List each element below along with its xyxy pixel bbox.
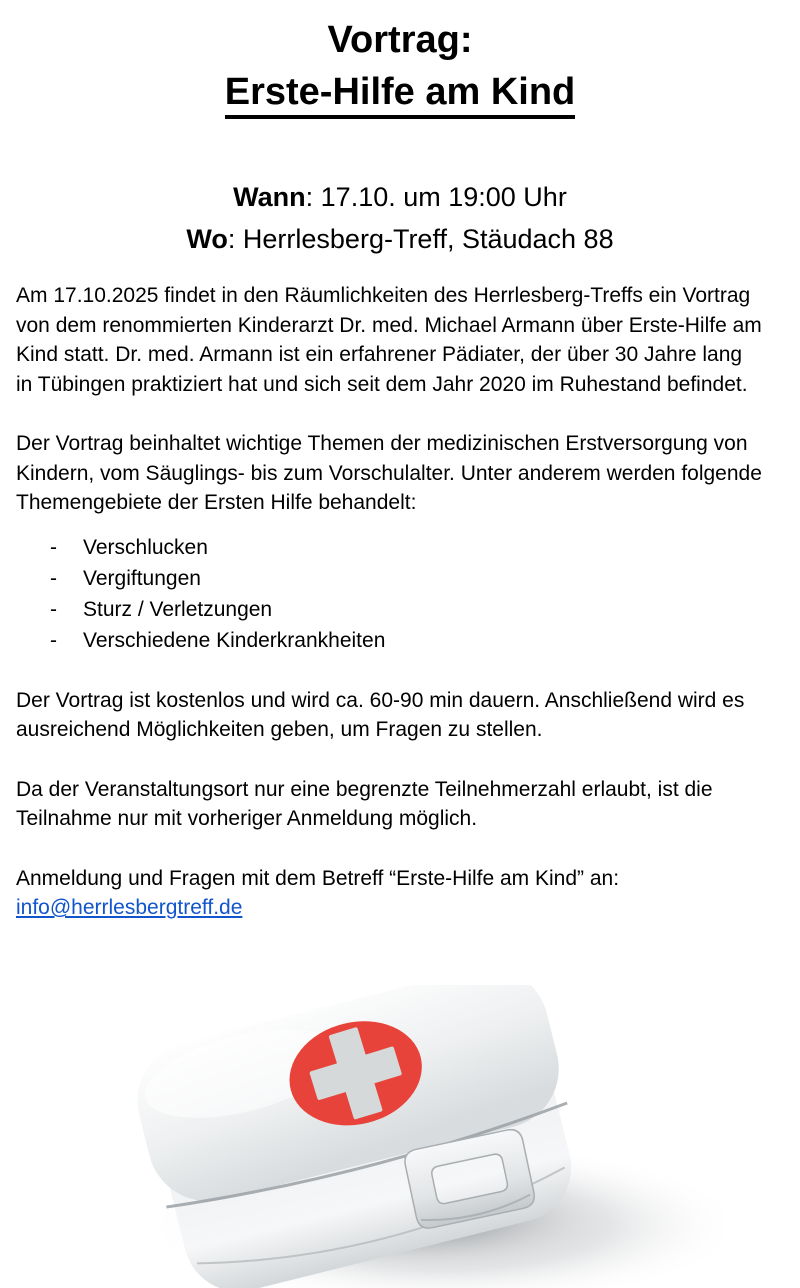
title-line-2: Erste-Hilfe am Kind [0, 66, 800, 118]
event-details [0, 176, 800, 260]
list-marker: - [50, 535, 57, 559]
when-value: : 17.10. um 19:00 Uhr [305, 182, 567, 212]
list-marker: - [50, 597, 57, 621]
list-item: - Vergiftungen [50, 563, 762, 594]
page-title [0, 14, 800, 118]
list-item: - Verschiedene Kinderkrankheiten [50, 625, 762, 656]
list-marker: - [50, 628, 57, 652]
paragraph-duration: Der Vortrag ist kostenlos und wird ca. 60-90 min dauern. Anschließend wird es ausreichend Möglichkeiten geben, um Fragen zu stellen. [16, 688, 745, 741]
paragraph-intro: Am 17.10.2025 findet in den Räumlichkeiten des Herrlesberg-Treffs ein Vortrag von dem renommierten Kinderarzt Dr. med. Michael Armann über Erste-Hilfe am Kind statt. Dr. med. Armann ist ein erfahrener Pädiater, der über 30 Jahre lang in Tübingen praktiziert hat und sich seit dem Jahr 2020 im Ruhestand befindet. [16, 284, 762, 396]
first-aid-kit-image [85, 985, 725, 1288]
where-label: Wo [186, 224, 228, 254]
when-label: Wann [233, 182, 306, 212]
where-value: : Herrlesberg-Treff, Stäudach 88 [227, 224, 614, 254]
body-text [16, 281, 762, 923]
list-item: - Sturz / Verletzungen [50, 594, 762, 625]
event-where [0, 218, 800, 260]
topics-list [16, 532, 762, 656]
paragraph-registration: Da der Veranstaltungsort nur eine begrenzte Teilnehmerzahl erlaubt, ist die Teilnahme nur mit vorheriger Anmeldung möglich. [16, 777, 713, 830]
paragraph-contact [16, 864, 762, 923]
list-marker: - [50, 566, 57, 590]
list-item: - Verschlucken [50, 532, 762, 563]
email-link[interactable]: info@herrlesbergtreff.de [16, 896, 243, 919]
contact-intro: Anmeldung und Fragen mit dem Betreff “Erste-Hilfe am Kind” an: [16, 866, 620, 890]
event-when [0, 176, 800, 218]
first-aid-kit-illustration [85, 985, 725, 1288]
title-line-1: Vortrag: [327, 19, 473, 61]
paragraph-topics-intro: Der Vortrag beinhaltet wichtige Themen der medizinischen Erstversorgung von Kindern, vom Säuglings- bis zum Vorschulalter. Unter anderem werden folgende Themengebiete der Ersten Hilfe behandelt: [16, 432, 762, 514]
